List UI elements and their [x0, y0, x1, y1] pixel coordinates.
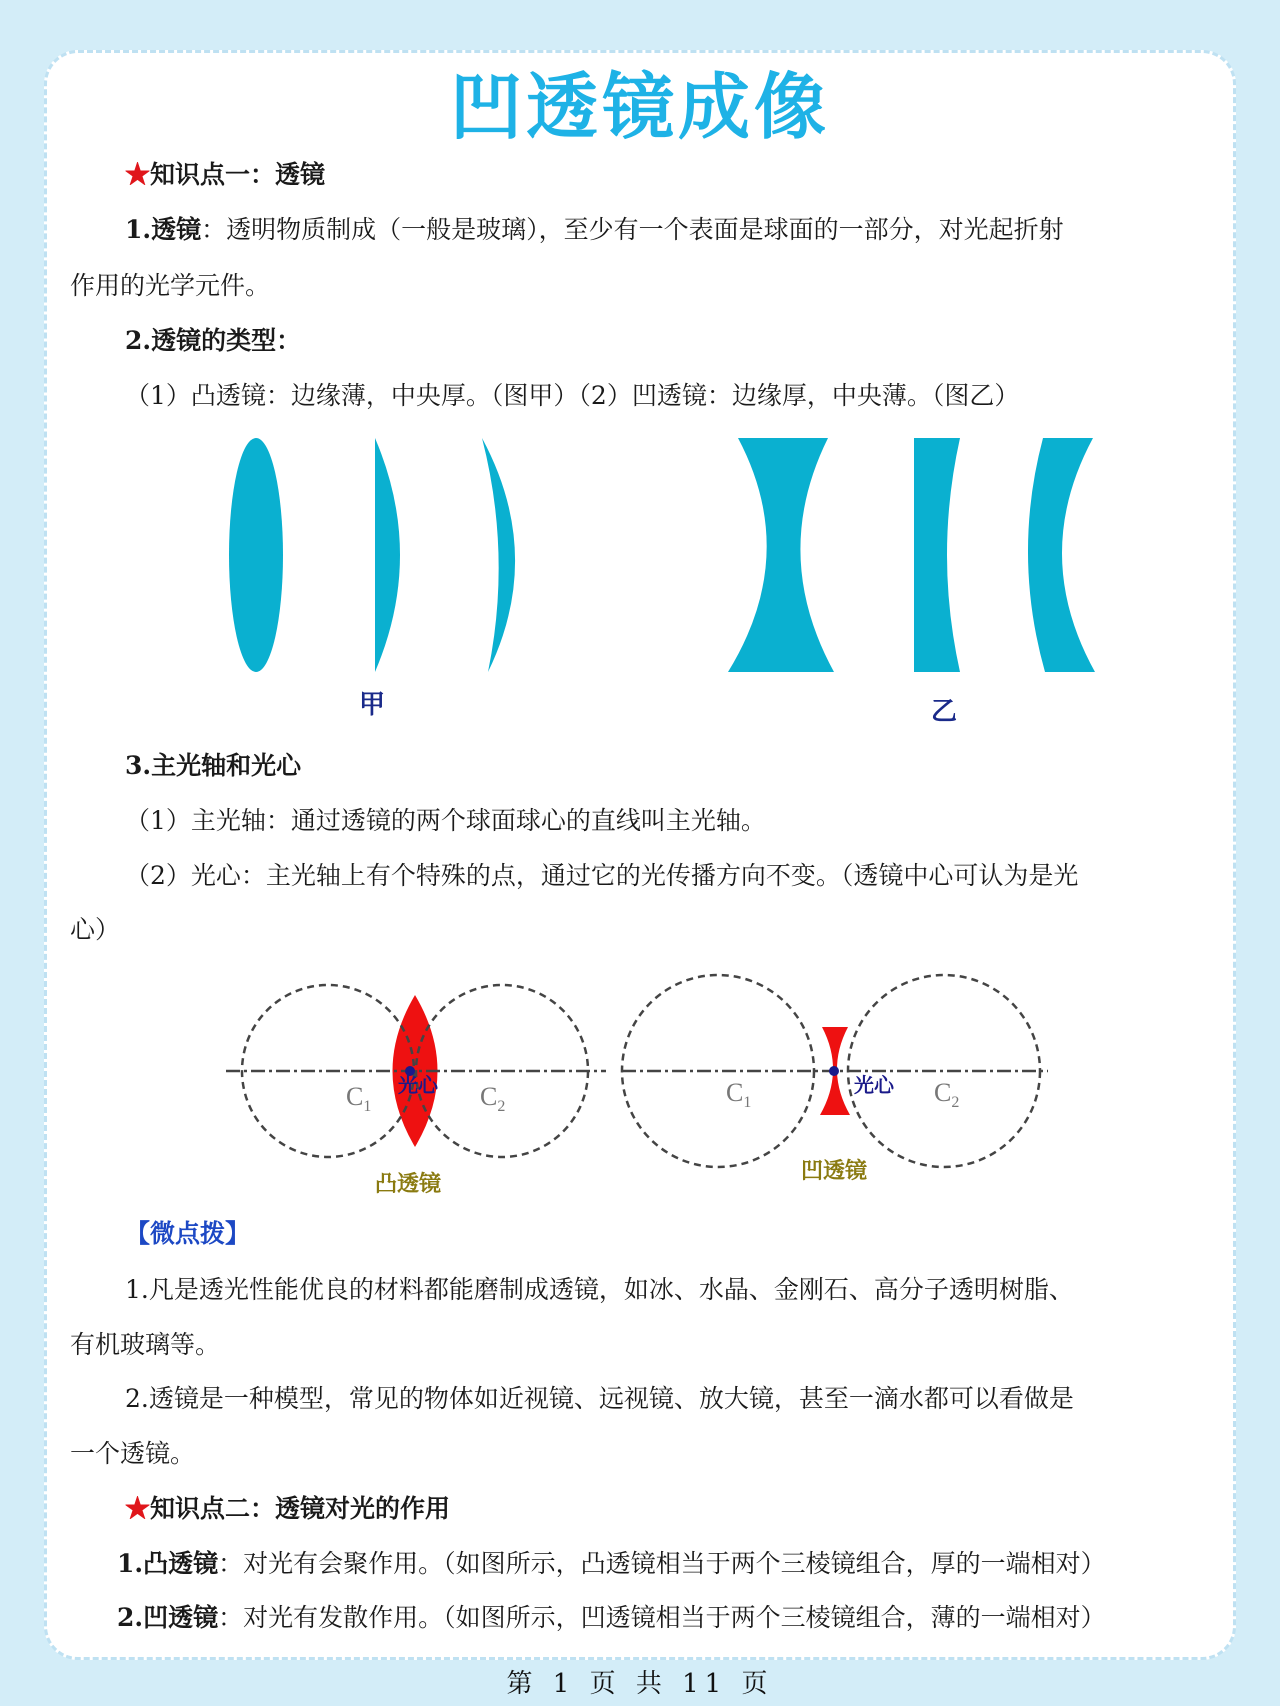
meniscus-concave-lens: [1028, 438, 1095, 672]
kp2-heading: 知识点二：透镜对光的作用: [150, 1494, 451, 1523]
p3-item2-a: （2）光心：主光轴上有个特殊的点，通过它的光传播方向不变。（透镜中心可认为是光: [125, 861, 1079, 890]
kp1-heading-line: [125, 157, 325, 193]
p1-line-a: [125, 212, 1064, 248]
q2-text: ：对光有发散作用。（如图所示，凹透镜相当于两个三棱镜组合，薄的一端相对）: [218, 1603, 1106, 1632]
q2-line: [117, 1600, 1106, 1636]
p2-heading: 2.透镜的类型：: [125, 326, 302, 355]
p3-item2-b: 心）: [70, 915, 121, 944]
meniscus-convex-lens: [482, 438, 515, 672]
concave-optical-center-dot: [829, 1066, 839, 1076]
p1-line-b: 作用的光学元件。: [70, 271, 271, 300]
p1-term: 1.透镜: [125, 215, 202, 244]
optical-center-figure: [0, 955, 1280, 1195]
convex-c2-label: $C_2$: [480, 1082, 506, 1115]
page-title: 凹透镜成像: [449, 65, 830, 149]
page-footer: 第 1 页 共 11 页: [506, 1669, 774, 1699]
tip-2-b: 一个透镜。: [70, 1439, 196, 1468]
kp1-heading: 知识点一：透镜: [150, 160, 326, 189]
label-jia: 甲: [358, 690, 386, 720]
label-yi: 乙: [930, 697, 958, 727]
q2-term: 2.凹透镜: [117, 1603, 219, 1632]
tip-1-b: 有机玻璃等。: [70, 1330, 221, 1359]
plano-concave-lens: [914, 438, 960, 672]
lens-types-figure: [0, 420, 1280, 740]
tip-heading: 【微点拨】: [125, 1219, 251, 1248]
concave-center-label: 光心: [854, 1073, 894, 1097]
biconcave-lens: [728, 438, 834, 672]
tip-1-a: 1.凡是透光性能优良的材料都能磨制成透镜，如冰、水晶、金刚石、高分子透明树脂、: [125, 1275, 1074, 1304]
p1-text-a: ：透明物质制成（一般是玻璃），至少有一个表面是球面的一部分，对光起折射: [201, 215, 1064, 244]
concave-caption: 凹透镜: [800, 1159, 868, 1184]
q1-line: [117, 1546, 1106, 1582]
star-icon: ★: [125, 1494, 151, 1523]
biconvex-lens: [229, 438, 283, 672]
convex-center-label: 光心: [398, 1073, 438, 1097]
q1-term: 1.凸透镜: [117, 1549, 219, 1578]
tip-2-a: 2.透镜是一种模型，常见的物体如近视镜、远视镜、放大镜，甚至一滴水都可以看做是: [125, 1384, 1074, 1413]
concave-c1-label: $C_1$: [726, 1078, 752, 1111]
p3-heading: 3.主光轴和光心: [125, 751, 302, 780]
convex-c1-label: $C_1$: [346, 1082, 372, 1115]
p2-types: （1）凸透镜：边缘薄，中央厚。（图甲）（2）凹透镜：边缘厚，中央薄。（图乙）: [125, 381, 1020, 410]
convex-caption: 凸透镜: [374, 1172, 442, 1195]
q1-text: ：对光有会聚作用。（如图所示，凸透镜相当于两个三棱镜组合，厚的一端相对）: [218, 1549, 1106, 1578]
concave-c2-label: $C_2$: [934, 1078, 960, 1111]
star-icon: ★: [125, 160, 151, 189]
kp2-heading-line: [125, 1491, 450, 1527]
plano-convex-lens: [375, 438, 400, 672]
p3-item1: （1）主光轴：通过透镜的两个球面球心的直线叫主光轴。: [125, 806, 766, 835]
